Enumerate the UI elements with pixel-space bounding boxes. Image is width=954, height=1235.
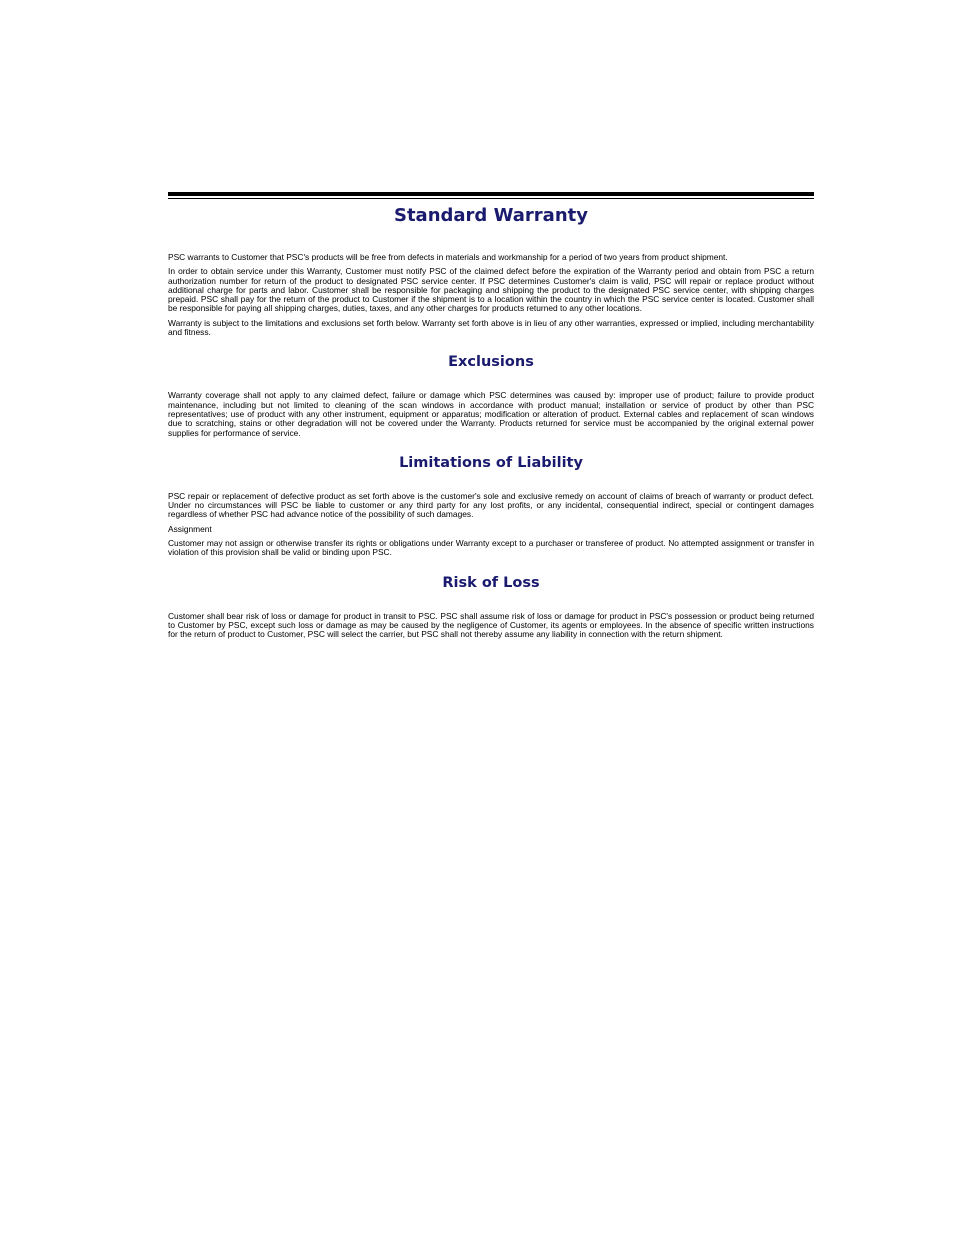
page-title: Standard Warranty xyxy=(393,205,588,226)
risk-of-loss-heading: Risk of Loss xyxy=(442,574,540,591)
assignment-label: Assignment xyxy=(168,523,212,534)
liability-paragraph-1: PSC repair or replacement of defective product as set forth above is the customer's sole and exclusive remedy on account of claims of breach of warranty or product defect. Under no circumstances will PSC be liable to customer or any third party for any lost profits, or any incidental, consequential indirect, special or contingent damages regardless of whether PSC had advance notice of the possibility of such damages. xyxy=(168,490,814,520)
warranty-section xyxy=(168,253,814,337)
liability-heading: Limitations of Liability xyxy=(399,454,583,471)
header-rule-thin xyxy=(168,198,814,199)
exclusions-paragraph-1: Warranty coverage shall not apply to any claimed defect, failure or damage which PSC determines was caused by: improper use of product; failure to provide product maintenance, including but not limited to cleaning of the scan windows in accordance with product manual; installation or service of product by other than PSC representatives; use of product with any other instrument, equipment or apparatus; modification or alteration of product. External cables and replacement of scan windows due to scratching, stains or other degradation will not be covered under the Warranty. Products returned for service must be accompanied by the original external power supplies for performance of service. xyxy=(168,390,814,438)
assignment-paragraph: Customer may not assign or otherwise transfer its rights or obligations under Warranty except to a purchaser or transferee of product. No attempted assignment or transfer in violation of this provision shall be valid or binding upon PSC. xyxy=(168,538,814,558)
risk-of-loss-paragraph-1: Customer shall bear risk of loss or damage for product in transit to PSC. PSC shall assume risk of loss or damage for product in PSC's possession or product being returned to Customer by PSC, except such loss or damage as may be caused by the negligence of Customer, its agents or employees. In the absence of specific written instructions for the return of product to Customer, PSC will select the carrier, but PSC shall not thereby assume any liability in connection with the return shipment. xyxy=(168,610,814,640)
exclusions-section xyxy=(168,391,814,437)
warranty-paragraph-2: In order to obtain service under this Warranty, Customer must notify PSC of the claimed defect before the expiration of the Warranty period and obtain from PSC a return authorization number for return of the product to designated PSC service center. If PSC determines Customer's claim is valid, PSC will repair or replace product without additional charge for parts and labor. Customer shall be responsible for packaging and shipping the product to the designated PSC service center, with shipping charges prepaid. PSC shall pay for the return of the product to Customer if the shipment is to a location within the country in which the PSC service center is located. Customer shall be responsible for paying all shipping charges, duties, taxes, and any other charges for products returned to any other locations. xyxy=(168,266,814,314)
risk-of-loss-section xyxy=(168,612,814,640)
document-page xyxy=(168,192,814,640)
warranty-paragraph-1: PSC warrants to Customer that PSC's products will be free from defects in materials and workmanship for a period of two years from product shipment. xyxy=(168,252,728,262)
liability-section xyxy=(168,492,814,558)
exclusions-heading: Exclusions xyxy=(448,354,534,371)
warranty-paragraph-3: Warranty is subject to the limitations and exclusions set forth below. Warranty set forth above is in lieu of any other warranties, expressed or implied, including merchantability and fitness. xyxy=(168,317,814,338)
